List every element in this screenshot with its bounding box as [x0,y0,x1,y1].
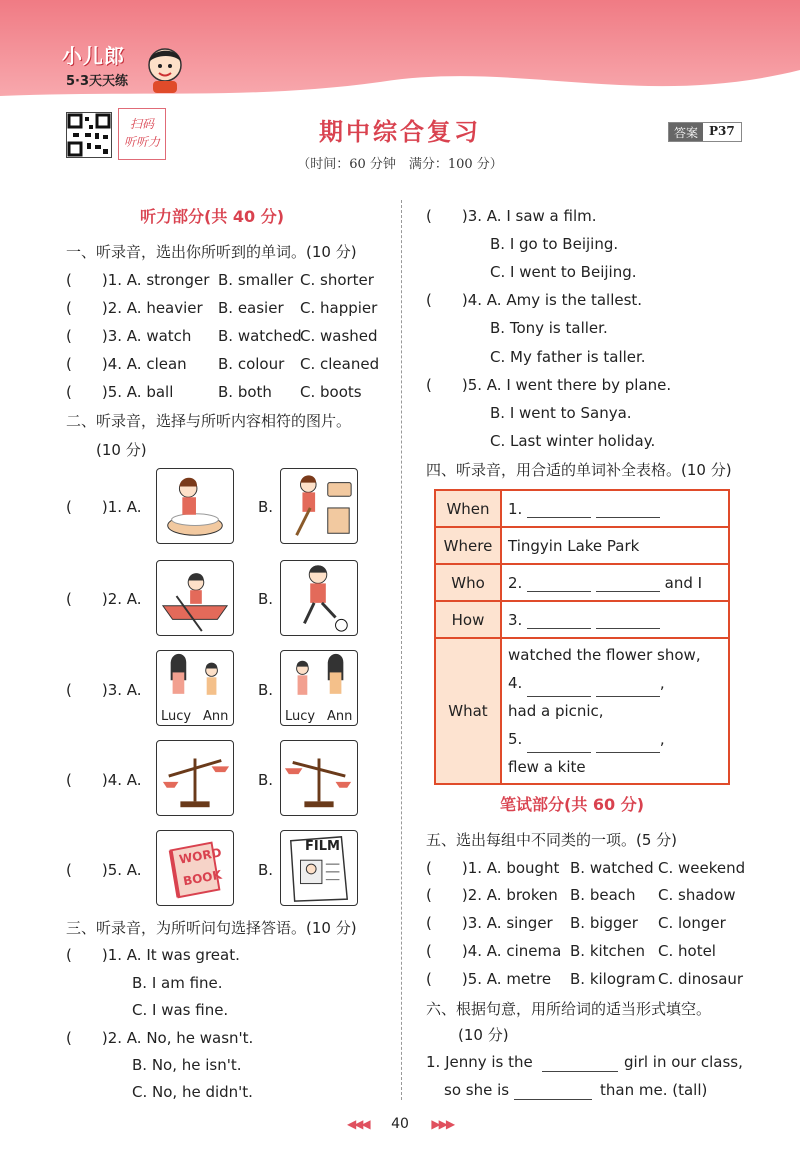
s1-item-1-c: C. shorter [300,271,374,289]
section-2-title: 二、听录音，选择与所听内容相符的图片。 [66,412,352,430]
s3-q4-b: B. Tony is taller. [490,319,608,337]
s5-item-2-b: B. beach [570,886,636,904]
s2-ann-label-a: Ann [203,709,229,724]
scan-line-2: 听听力 [123,135,160,149]
s5-item-2-c: C. shadow [658,886,736,904]
table-header-what: What [435,638,501,784]
s2-item-3-b-label: B. [258,681,274,699]
s2-item-2-label: ( )2. A. [66,590,142,608]
table-cell-how[interactable] [501,601,729,638]
s3-q2-c: C. No, he didn't. [132,1083,253,1101]
blank-5a[interactable] [527,737,591,753]
blank-4-number: 4. [508,674,523,692]
section-4-title: 四、听录音，用合适的单词补全表格。(10 分) [426,461,732,479]
s5-item-2-a: ( )2. A. broken [426,886,558,904]
table-header-how: How [435,601,501,638]
scan-line-1: 扫码 [129,117,154,131]
s6-line-2-end: than me. (tall) [600,1081,708,1099]
s1-item-4-b: B. colour [218,355,285,373]
s3-q5-c: C. Last winter holiday. [490,432,656,450]
blank-1b[interactable] [596,502,660,518]
s1-item-5-b: B. both [218,383,272,401]
s2-item-5-picture-b[interactable] [280,830,358,906]
s3-q4-a: ( )4. A. Amy is the tallest. [426,291,643,309]
table-cell-what[interactable] [501,638,729,784]
s5-item-5-b: B. kilogram [570,970,656,988]
comma-4: , [659,674,665,692]
column-divider [401,200,402,1100]
s2-item-2-picture-a[interactable] [156,560,234,636]
blank-3a[interactable] [527,613,591,629]
s1-item-1-a: ( )1. A. stronger [66,271,210,289]
what-line-1: watched the flower show, [508,646,701,664]
table-cell-when[interactable] [501,490,729,527]
s1-item-1-b: B. smaller [218,271,294,289]
s3-q3-b: B. I go to Beijing. [490,235,619,253]
section-6-title: 六、根据句意，用所给词的适当形式填空。 [426,1000,712,1018]
brand-subtitle: 5·3天天练 [66,74,129,89]
table-header-where: Where [435,527,501,564]
section-6-score: (10 分) [458,1026,509,1044]
s2-item-5-b-label: B. [258,861,274,879]
s2-item-5-picture-a[interactable] [156,830,234,906]
brand-logo: 小儿郎 [62,44,125,68]
s2-item-4-picture-a[interactable] [156,740,234,816]
answer-label: 答案 [669,123,703,141]
s2-item-1-label: ( )1. A. [66,498,142,516]
s5-item-1-c: C. weekend [658,859,746,877]
word-book-line-2: BOOK [182,867,223,889]
s5-item-4-a: ( )4. A. cinema [426,942,562,960]
s3-q2-b: B. No, he isn't. [132,1056,242,1074]
blank-2a[interactable] [527,576,591,592]
s2-item-4-b-label: B. [258,771,274,789]
page-title: 期中综合复习 [319,118,481,146]
s3-q5-b: B. I went to Sanya. [490,404,632,422]
blank-1-number: 1. [508,499,523,518]
blank-5b[interactable] [596,737,660,753]
table-cell-where: Tingyin Lake Park [501,527,729,564]
s6-line-2-start: so she is [444,1081,510,1099]
section-5-title: 五、选出每组中不同类的一项。(5 分) [426,831,678,849]
s3-q1-a: ( )1. A. It was great. [66,946,240,964]
page-number: 40 [391,1116,409,1132]
blank-2b[interactable] [596,576,660,592]
film-magazine-title: FILM [305,839,340,854]
s5-item-5-a: ( )5. A. metre [426,970,552,988]
s3-q5-a: ( )5. A. I went there by plane. [426,376,672,394]
listening-heading: 听力部分(共 40 分) [140,207,285,226]
blank-3-number: 3. [508,610,523,629]
s5-item-1-a: ( )1. A. bought [426,859,560,877]
s2-item-1-picture-a[interactable] [156,468,234,544]
s6-line-1-end: girl in our class, [624,1053,743,1071]
s2-item-1-b-label: B. [258,498,274,516]
blank-5-number: 5. [508,730,523,748]
s2-item-1-picture-b[interactable] [280,468,358,544]
comma-5: , [659,730,665,748]
page-footer [0,1116,800,1132]
section-2-score: (10 分) [96,441,147,459]
s5-item-1-b: B. watched [570,859,654,877]
s2-ann-label-b: Ann [327,709,353,724]
blank-1a[interactable] [527,502,591,518]
fill-in-table [434,489,730,785]
s3-q1-c: C. I was fine. [132,1001,229,1019]
blank-3b[interactable] [596,613,660,629]
mascot-icon [140,40,190,95]
s1-item-2-b: B. easier [218,299,284,317]
blank-2-number: 2. [508,573,523,592]
s2-item-4-label: ( )4. A. [66,771,142,789]
what-line-5: flew a kite [508,758,586,776]
page-subtitle: （时间：60 分钟 满分：100 分） [297,157,503,172]
section-1-title: 一、听录音，选出你所听到的单词。(10 分) [66,243,357,261]
s3-q3-a: ( )3. A. I saw a film. [426,207,597,225]
what-line-3: had a picnic, [508,702,604,720]
s5-item-3-a: ( )3. A. singer [426,914,553,932]
and-i-text: and I [664,573,703,592]
s2-lucy-label-a: Lucy [161,709,192,724]
answer-page-badge[interactable] [668,122,742,142]
s2-item-3-picture-a[interactable] [156,650,234,726]
s1-item-3-c: C. washed [300,327,378,345]
word-book-line-1: WORD [178,845,223,867]
s1-item-5-c: C. boots [300,383,362,401]
s2-lucy-label-b: Lucy [285,709,316,724]
s2-item-2-b-label: B. [258,590,274,608]
s1-item-5-a: ( )5. A. ball [66,383,174,401]
answer-page: P37 [703,123,741,141]
s1-item-3-a: ( )3. A. watch [66,327,192,345]
s1-item-3-b: B. watched [218,327,302,345]
s5-item-4-c: C. hotel [658,942,716,960]
s5-item-4-b: B. kitchen [570,942,646,960]
s1-item-2-c: C. happier [300,299,378,317]
s6-blank-2[interactable] [514,1080,592,1100]
s1-item-4-c: C. cleaned [300,355,380,373]
s2-item-3-label: ( )3. A. [66,681,142,699]
s6-line-1-start: 1. Jenny is the [426,1053,533,1071]
next-page-arrows-icon[interactable]: ▶▶▶ [431,1117,454,1131]
s5-item-3-c: C. longer [658,914,726,932]
writing-heading: 笔试部分(共 60 分) [500,795,645,814]
table-header-who: Who [435,564,501,601]
s2-item-3-picture-b[interactable] [280,650,358,726]
s3-q3-c: C. I went to Beijing. [490,263,637,281]
section-3-title: 三、听录音，为所听问句选择答语。(10 分) [66,919,357,937]
s2-item-2-picture-b[interactable] [280,560,358,636]
s5-item-5-c: C. dinosaur [658,970,744,988]
s5-item-3-b: B. bigger [570,914,638,932]
s3-q2-a: ( )2. A. No, he wasn't. [66,1029,254,1047]
blank-4a[interactable] [527,681,591,697]
s3-q1-b: B. I am fine. [132,974,223,992]
prev-page-arrows-icon[interactable]: ◀◀◀ [346,1117,369,1131]
blank-4b[interactable] [596,681,660,697]
s2-item-4-picture-b[interactable] [280,740,358,816]
s1-item-4-a: ( )4. A. clean [66,355,187,373]
table-cell-who[interactable] [501,564,729,601]
s3-q4-c: C. My father is taller. [490,348,646,366]
table-header-when: When [435,490,501,527]
s6-blank-1[interactable] [542,1052,618,1072]
s1-item-2-a: ( )2. A. heavier [66,299,203,317]
s2-item-5-label: ( )5. A. [66,861,142,879]
